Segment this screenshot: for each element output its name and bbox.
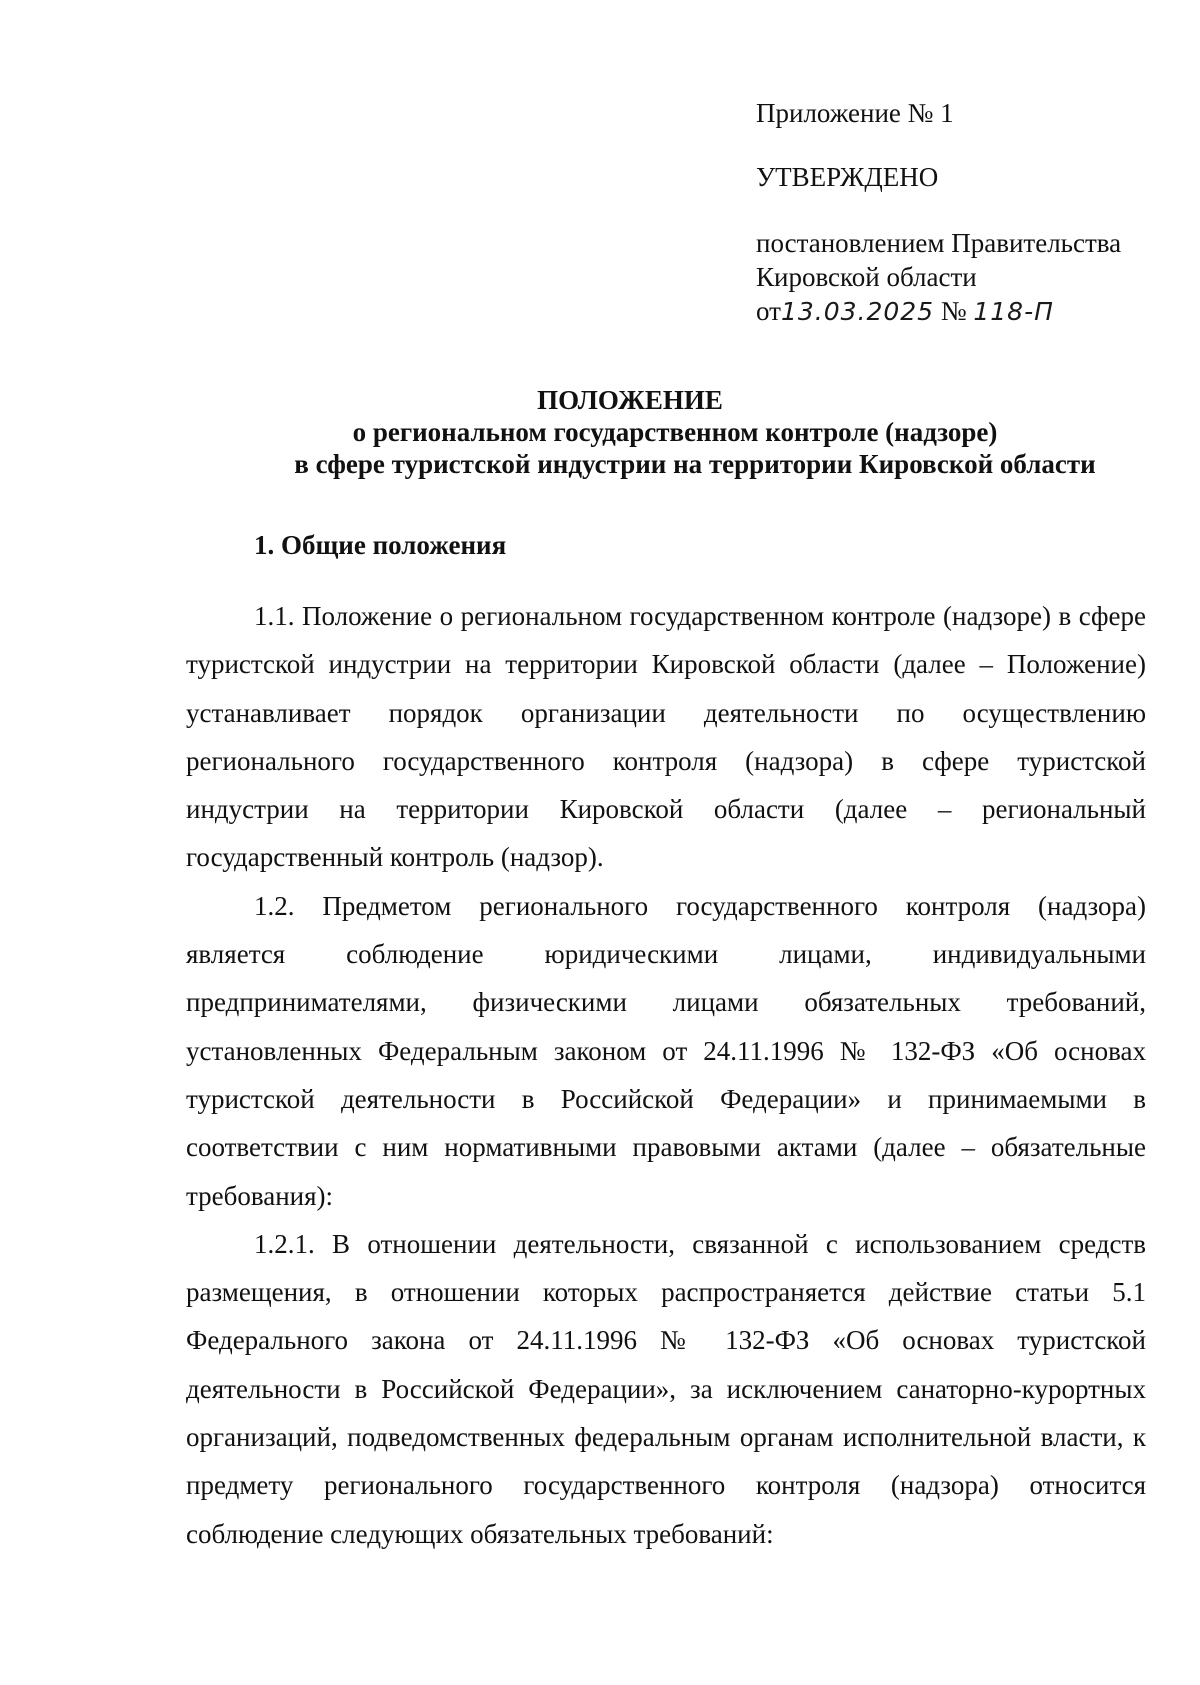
paragraph-1-1: 1.1. Положение о региональном государственном контроле (надзоре) в сфере туристской индустрии на территории Кировской области (далее – Положение) устанавливает порядок организации деятельности по осуществлению регионального государственного контроля (надзора) в сфере туристской индустрии на территории Кировской области (далее – региональный государственный контроль (надзор). xyxy=(186,601,1146,873)
section-body xyxy=(186,592,1146,1558)
section-heading: 1. Общие положения xyxy=(254,530,507,560)
decree-date-number-line xyxy=(756,294,1156,329)
paragraph-1-2-1: 1.2.1. В отношении деятельности, связанной с использованием средств размещения, в отношении которых распространяется действие статьи 5.1 Федерального закона от 24.11.1996 № 132-ФЗ «Об основах туристской деятельности в Российской Федерации», за исключением санаторно-курортных организаций, подведомственных федеральным органам исполнительной власти, к предмету регионального государственного контроля (надзора) относится соблюдение следующих обязательных требований: xyxy=(186,1228,1146,1549)
decree-line-2: Кировской области xyxy=(756,262,977,292)
from-prefix: от xyxy=(756,296,781,326)
approved-label: УТВЕРЖДЕНО xyxy=(756,162,939,192)
decree-line-1: постановлением Правительства xyxy=(756,228,1122,258)
title-line-2: о региональном государственном контроле (надзоре) xyxy=(352,417,998,447)
document-title xyxy=(0,384,1200,480)
handwritten-number: 118-П xyxy=(973,297,1054,326)
approval-stamp-block xyxy=(756,96,1156,329)
appendix-label: Приложение № 1 xyxy=(756,98,954,128)
title-line-3: в сфере туристской индустрии на территории Кировской области xyxy=(294,449,1096,479)
handwritten-date: 13.03.2025 xyxy=(780,297,935,326)
number-prefix: № xyxy=(940,296,967,326)
paragraph-1-2: 1.2. Предметом регионального государственного контроля (надзора) является соблюдение юридическими лицами, индивидуальными предпринимателями, физическими лицами обязательных требований, установленных Федеральным законом от 24.11.1996 № 132-ФЗ «Об основах туристской деятельности в Российской Федерации» и принимаемыми в соответствии с ним нормативными правовыми актами (далее – обязательные требования): xyxy=(186,890,1146,1211)
title-line-1: ПОЛОЖЕНИЕ xyxy=(537,385,723,415)
